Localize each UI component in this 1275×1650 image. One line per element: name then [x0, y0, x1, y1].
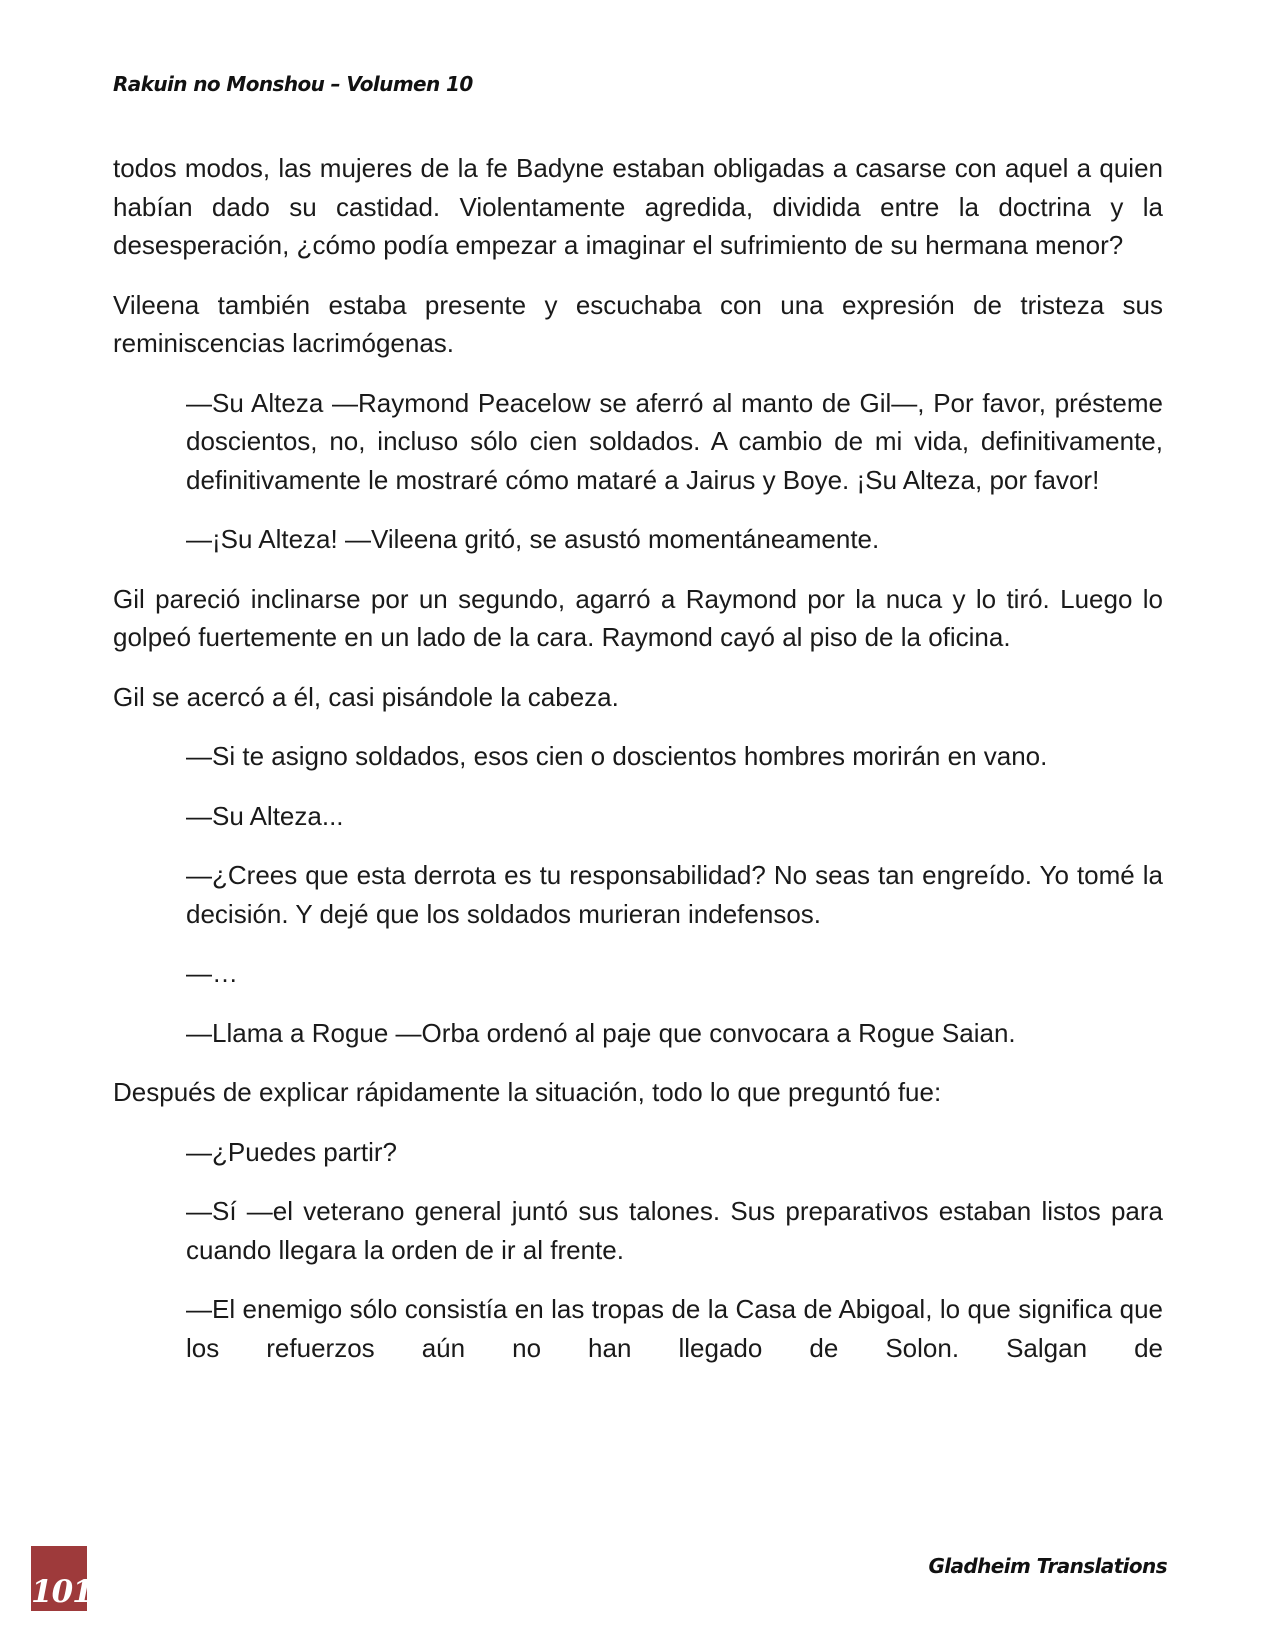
- translator-credit: Gladheim Translations: [928, 1554, 1167, 1578]
- dialogue-paragraph: —¡Su Alteza! —Vileena gritó, se asustó momentáneamente.: [186, 524, 880, 554]
- dialogue-paragraph: —El enemigo sólo consistía en las tropas de la Casa de Abigoal, lo que significa que los refuerzos aún no han llegado de Solon. Salgan de: [186, 1294, 1163, 1363]
- paragraph: Vileena también estaba presente y escuchaba con una expresión de tristeza sus reminiscencias lacrimógenas.: [113, 289, 1163, 358]
- dialogue-paragraph: —Llama a Rogue —Orba ordenó al paje que convocara a Rogue Saian.: [186, 1017, 1016, 1048]
- dialogue-paragraph: —Su Alteza...: [186, 800, 344, 831]
- dialogue-paragraph: —¿Crees que esta derrota es tu responsabilidad? No seas tan engreído. Yo tomé la decisión. Y dejé que los soldados murieran indefensos.: [186, 860, 1163, 929]
- dialogue-paragraph: —¿Puedes partir?: [186, 1136, 397, 1167]
- paragraph: Gil se acercó a él, casi pisándole la cabeza.: [113, 681, 619, 712]
- dialogue-paragraph: —…: [186, 958, 238, 988]
- dialogue-paragraph: —Su Alteza —Raymond Peacelow se aferró al manto de Gil—, Por favor, présteme doscientos, no, incluso sólo cien soldados. A cambio de mi vida, definitivamente, definitivamente le mostraré cómo mataré a Jairus y Boye. ¡Su Alteza, por favor!: [186, 387, 1163, 495]
- paragraph: Gil pareció inclinarse por un segundo, agarró a Raymond por la nuca y lo tiró. Luego lo golpeó fuertemente en un lado de la cara. Raymond cayó al piso de la oficina.: [113, 583, 1163, 652]
- page-number: 101: [31, 1574, 93, 1610]
- running-header: Rakuin no Monshou – Volumen 10: [113, 72, 473, 96]
- paragraph: todos modos, las mujeres de la fe Badyne estaban obligadas a casarse con aquel a quien habían dado su castidad. Violentamente agredida, dividida entre la doctrina y la desesperación, ¿cómo podía empezar a imaginar el sufrimiento de su hermana menor?: [113, 153, 1163, 260]
- paragraph: Después de explicar rápidamente la situación, todo lo que preguntó fue:: [113, 1077, 942, 1107]
- dialogue-paragraph: —Sí —el veterano general juntó sus talones. Sus preparativos estaban listos para cuando llegara la orden de ir al frente.: [186, 1196, 1163, 1265]
- page-body: [113, 149, 1163, 1388]
- dialogue-paragraph: —Si te asigno soldados, esos cien o doscientos hombres morirán en vano.: [186, 741, 1048, 771]
